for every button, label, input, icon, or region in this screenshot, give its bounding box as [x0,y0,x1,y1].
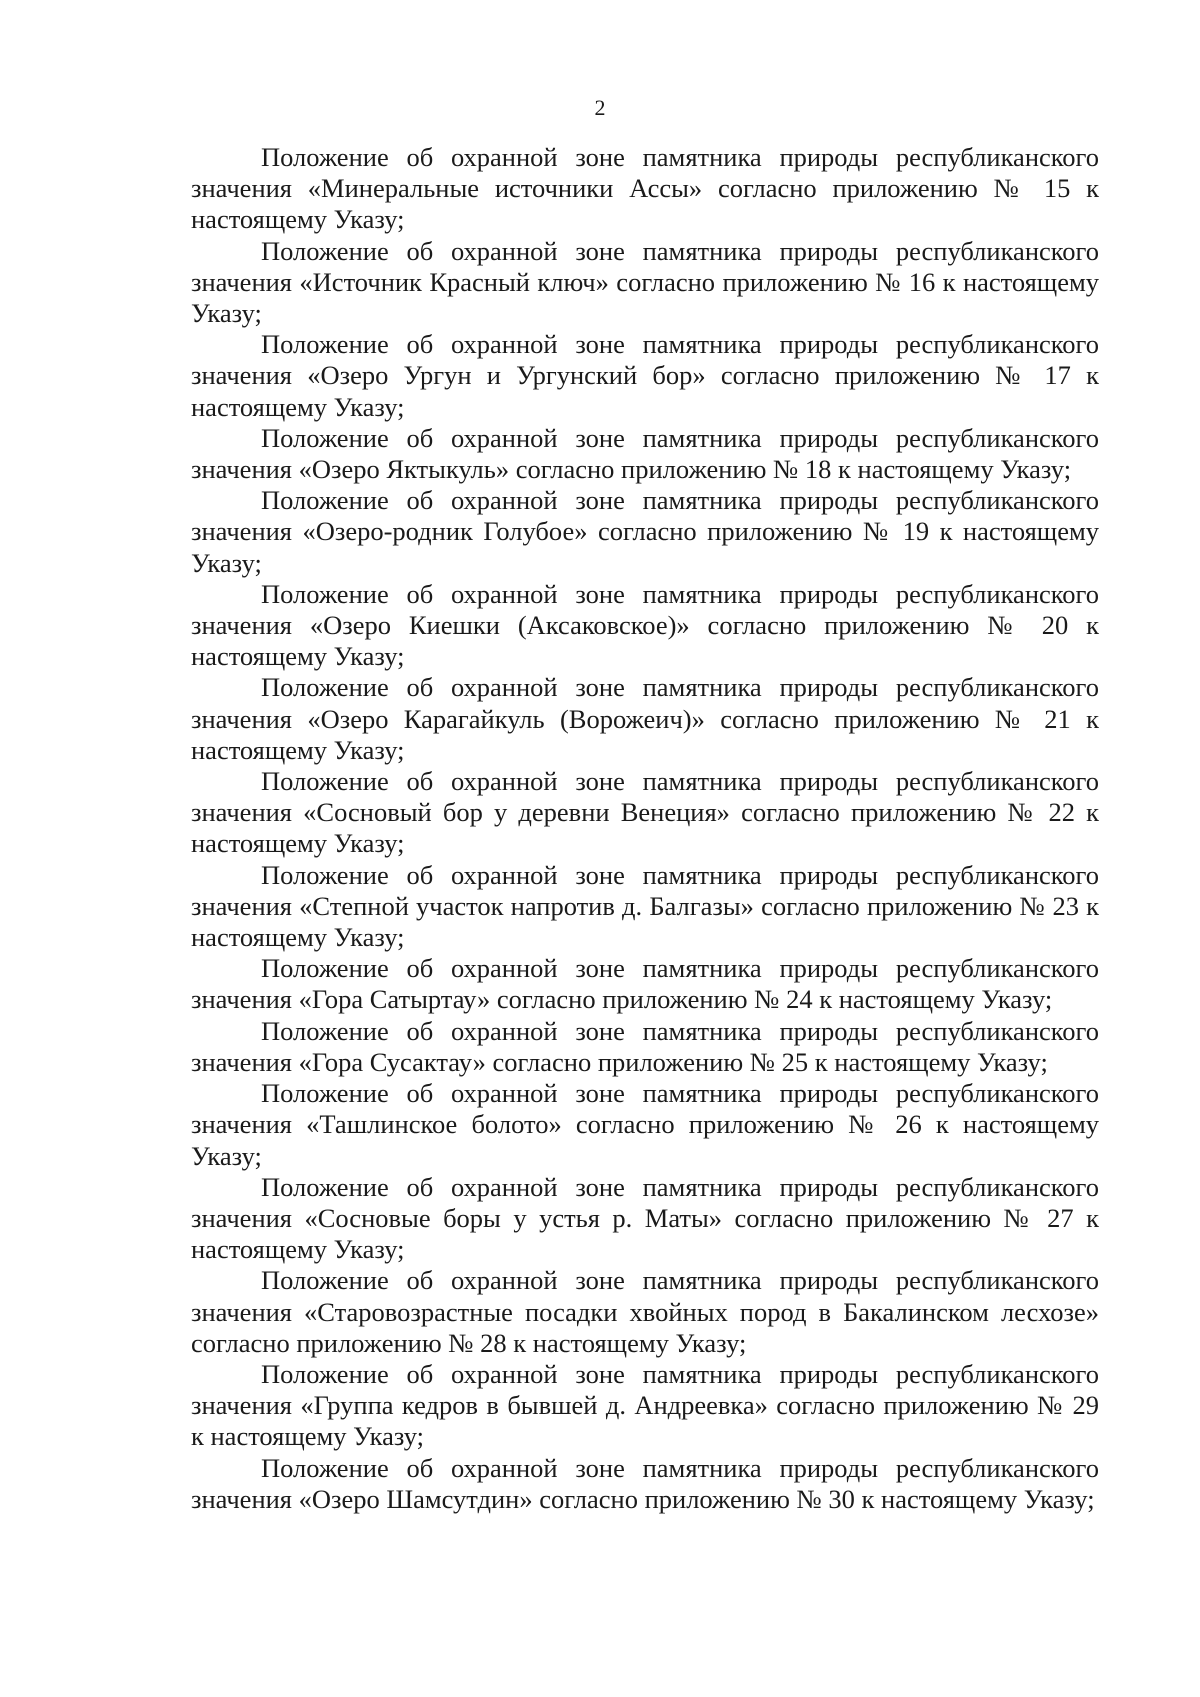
paragraph-appendix-28: Положение об охранной зоне памятника природы республиканского значения «Старовозрастные посадки хвойных пород в Бакалинском лесхозе» согласно приложению № 28 к настоящему Указу; [191,1265,1099,1358]
paragraph-appendix-30: Положение об охранной зоне памятника природы республиканского значения «Озеро Шамсутдин» согласно приложению № 30 к настоящему Указу; [191,1452,1099,1514]
paragraph-appendix-18: Положение об охранной зоне памятника природы республиканского значения «Озеро Яктыкуль» согласно приложению № 18 к настоящему Указу; [191,422,1099,485]
paragraph-appendix-23: Положение об охранной зоне памятника природы республиканского значения «Степной участок напротив д. Балгазы» согласно приложению № 23 к настоящему Указу; [191,859,1099,953]
paragraph-appendix-19: Положение об охранной зоне памятника природы республиканского значения «Озеро-родник Голубое» согласно приложению № 19 к настоящему Указу; [191,485,1099,578]
paragraph-appendix-27: Положение об охранной зоне памятника природы республиканского значения «Сосновые боры у устья р. Маты» согласно приложению № 27 к настоящему Указу; [191,1171,1099,1265]
paragraph-appendix-20: Положение об охранной зоне памятника природы республиканского значения «Озеро Киешки (Аксаковское)» согласно приложению № 20 к настоящему Указу; [191,578,1099,672]
paragraph-appendix-25: Положение об охранной зоне памятника природы республиканского значения «Гора Сусактау» согласно приложению № 25 к настоящему Указу; [191,1015,1099,1077]
page-number: 2 [594,95,606,120]
paragraph-appendix-24: Положение об охранной зоне памятника природы республиканского значения «Гора Сатыртау» согласно приложению № 24 к настоящему Указу; [191,953,1099,1015]
paragraph-appendix-15: Положение об охранной зоне памятника природы республиканского значения «Минеральные источники Ассы» согласно приложению № 15 к настоящему Указу; [191,142,1099,235]
document-body [191,142,1099,1515]
paragraph-appendix-17: Положение об охранной зоне памятника природы республиканского значения «Озеро Ургун и Ургунский бор» согласно приложению № 17 к настоящему Указу; [191,329,1099,422]
paragraph-appendix-22: Положение об охранной зоне памятника природы республиканского значения «Сосновый бор у деревни Венеция» согласно приложению № 22 к настоящему Указу; [191,766,1099,859]
paragraph-appendix-21: Положение об охранной зоне памятника природы республиканского значения «Озеро Карагайкуль (Ворожеич)» согласно приложению № 21 к настоящему Указу; [191,672,1099,765]
paragraph-appendix-16: Положение об охранной зоне памятника природы республиканского значения «Источник Красный ключ» согласно приложению № 16 к настоящему Указу; [191,235,1099,329]
paragraph-appendix-26: Положение об охранной зоне памятника природы республиканского значения «Ташлинское болото» согласно приложению № 26 к настоящему Указу; [191,1078,1099,1171]
paragraph-appendix-29: Положение об охранной зоне памятника природы республиканского значения «Группа кедров в бывшей д. Андреевка» согласно приложению № 29 к настоящему Указу; [191,1358,1099,1452]
